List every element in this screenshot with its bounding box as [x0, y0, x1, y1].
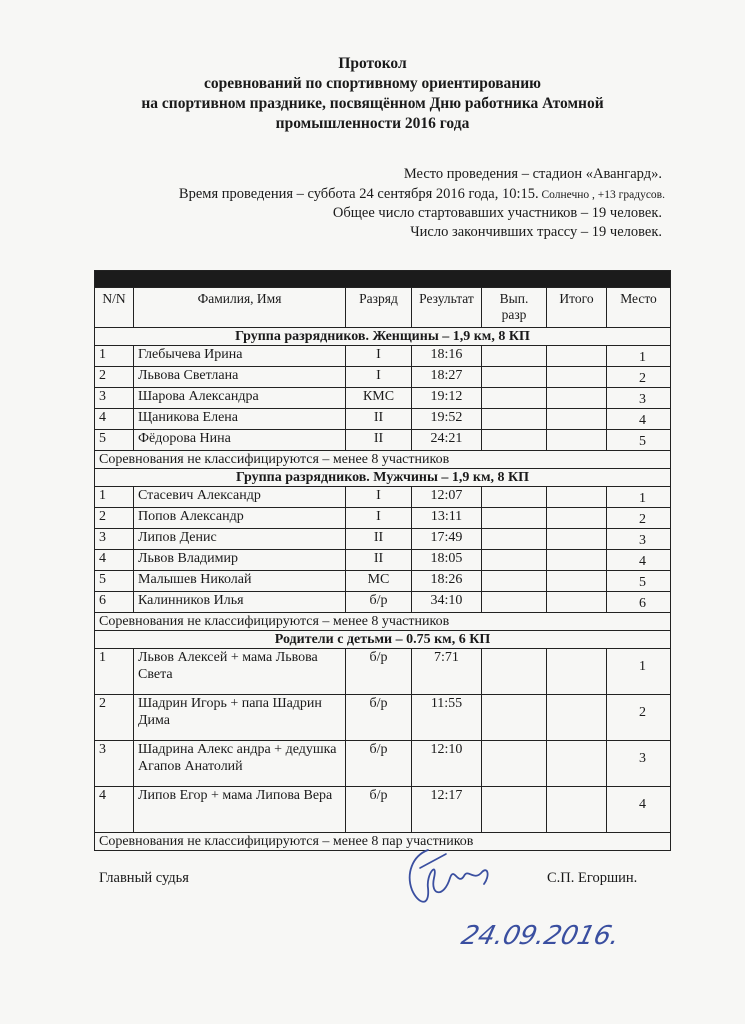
cell-qualify: [482, 388, 547, 409]
cell-rank: I: [346, 508, 412, 529]
classification-note: Соревнования не классифицируются – менее 8 участников: [95, 451, 671, 469]
judge-label: Главный судья: [99, 870, 189, 886]
time-line: [179, 186, 665, 203]
header-name: Фамилия, Имя: [134, 288, 346, 328]
cell-rank: МС: [346, 571, 412, 592]
cell-name: Львов Владимир: [134, 550, 346, 571]
cell-rank: б/р: [346, 649, 412, 695]
cell-rank: I: [346, 367, 412, 388]
place-line: Место проведения – стадион «Авангард».: [403, 166, 662, 182]
cell-name: Глебычева Ирина: [134, 346, 346, 367]
cell-result: 19:12: [412, 388, 482, 409]
cell-qualify: [482, 367, 547, 388]
cell-place: 2: [607, 508, 671, 529]
cell-name: Стасевич Александр: [134, 487, 346, 508]
cell-rank: б/р: [346, 741, 412, 787]
cell-total: [547, 430, 607, 451]
document-title: [0, 54, 745, 134]
cell-result: 18:27: [412, 367, 482, 388]
cell-num: 4: [95, 550, 134, 571]
cell-rank: II: [346, 409, 412, 430]
cell-name: Шадрина Алекс андра + дедушка Агапов Анатолий: [134, 741, 346, 787]
table-row: [95, 409, 671, 430]
cell-place: 1: [607, 487, 671, 508]
cell-place: 5: [607, 571, 671, 592]
cell-name: Липов Денис: [134, 529, 346, 550]
table-row: [95, 571, 671, 592]
starters-line: Общее число стартовавших участников – 19 человек.: [332, 205, 662, 221]
cell-rank: I: [346, 487, 412, 508]
cell-result: 7:71: [412, 649, 482, 695]
cell-name: Калинников Илья: [134, 592, 346, 613]
time-main: Время проведения – суббота 24 сентября 2016 года, 10:15.: [178, 186, 539, 202]
svg-text:24.09.2016.: 24.09.2016.: [458, 920, 623, 951]
cell-qualify: [482, 409, 547, 430]
cell-qualify: [482, 695, 547, 741]
table-row: [95, 367, 671, 388]
cell-place: 4: [607, 550, 671, 571]
group-header-row: [95, 631, 671, 649]
cell-rank: II: [346, 550, 412, 571]
note-row: [95, 613, 671, 631]
cell-qualify: [482, 787, 547, 833]
cell-num: 6: [95, 592, 134, 613]
cell-place: 1: [607, 346, 671, 367]
title-line: промышленности 2016 года: [275, 115, 470, 132]
table-row: [95, 787, 671, 833]
table-row: [95, 695, 671, 741]
finishers-line: Число закончивших трассу – 19 человек.: [410, 224, 662, 240]
cell-result: 11:55: [412, 695, 482, 741]
cell-place: 6: [607, 592, 671, 613]
cell-total: [547, 649, 607, 695]
cell-place: 3: [607, 741, 671, 787]
table-row: [95, 649, 671, 695]
handwritten-date: [456, 912, 623, 956]
cell-qualify: [482, 741, 547, 787]
cell-num: 4: [95, 409, 134, 430]
table-row: [95, 346, 671, 367]
cell-name: Липов Егор + мама Липова Вера: [134, 787, 346, 833]
cell-num: 5: [95, 430, 134, 451]
cell-qualify: [482, 346, 547, 367]
classification-note: Соревнования не классифицируются – менее 8 участников: [95, 613, 671, 631]
cell-num: 1: [95, 487, 134, 508]
cell-num: 3: [95, 529, 134, 550]
cell-num: 2: [95, 367, 134, 388]
cell-qualify: [482, 571, 547, 592]
cell-qualify: [482, 529, 547, 550]
cell-total: [547, 388, 607, 409]
note-row: [95, 833, 671, 851]
cell-place: 4: [607, 787, 671, 833]
table-row: [95, 388, 671, 409]
cell-place: 3: [607, 388, 671, 409]
header-result: Результат: [412, 288, 482, 328]
judge-name: С.П. Егоршин.: [547, 870, 638, 886]
cell-result: 12:10: [412, 741, 482, 787]
cell-name: Попов Александр: [134, 508, 346, 529]
cell-total: [547, 346, 607, 367]
cell-num: 3: [95, 388, 134, 409]
group-header-row: [95, 469, 671, 487]
header-qualify: Вып. разр: [482, 288, 547, 328]
cell-qualify: [482, 592, 547, 613]
cell-rank: б/р: [346, 787, 412, 833]
header-place: Место: [607, 288, 671, 328]
cell-total: [547, 571, 607, 592]
cell-name: Львова Светлана: [134, 367, 346, 388]
table-row: [95, 487, 671, 508]
cell-total: [547, 508, 607, 529]
group-title: Группа разрядников. Мужчины – 1,9 км, 8 КП: [95, 469, 671, 487]
header-total: Итого: [547, 288, 607, 328]
table-row: [95, 508, 671, 529]
cell-result: 19:52: [412, 409, 482, 430]
group-title: Группа разрядников. Женщины – 1,9 км, 8 КП: [95, 328, 671, 346]
table-top-bar: [95, 271, 671, 288]
weather-text: Солнечно , +13 градусов.: [538, 189, 665, 201]
cell-total: [547, 529, 607, 550]
cell-name: Щаникова Елена: [134, 409, 346, 430]
cell-rank: II: [346, 430, 412, 451]
cell-qualify: [482, 649, 547, 695]
table-row: [95, 529, 671, 550]
cell-name: Шадрин Игорь + папа Шадрин Дима: [134, 695, 346, 741]
cell-qualify: [482, 487, 547, 508]
group-title: Родители с детьми – 0.75 км, 6 КП: [95, 631, 671, 649]
cell-result: 12:07: [412, 487, 482, 508]
table-row: [95, 741, 671, 787]
cell-num: 1: [95, 346, 134, 367]
table-row: [95, 430, 671, 451]
signature: [398, 838, 498, 918]
cell-qualify: [482, 550, 547, 571]
cell-name: Фёдорова Нина: [134, 430, 346, 451]
cell-result: 17:49: [412, 529, 482, 550]
cell-qualify: [482, 508, 547, 529]
cell-num: 4: [95, 787, 134, 833]
title-line: Протокол: [338, 55, 407, 72]
cell-rank: б/р: [346, 695, 412, 741]
classification-note: Соревнования не классифицируются – менее 8 пар участников: [95, 833, 671, 851]
cell-num: 2: [95, 695, 134, 741]
cell-place: 1: [607, 649, 671, 695]
cell-result: 24:21: [412, 430, 482, 451]
cell-total: [547, 550, 607, 571]
table-row: [95, 592, 671, 613]
cell-place: 5: [607, 430, 671, 451]
cell-result: 18:26: [412, 571, 482, 592]
cell-total: [547, 787, 607, 833]
cell-place: 2: [607, 695, 671, 741]
cell-rank: б/р: [346, 592, 412, 613]
cell-num: 3: [95, 741, 134, 787]
cell-name: Малышев Николай: [134, 571, 346, 592]
cell-result: 12:17: [412, 787, 482, 833]
cell-num: 1: [95, 649, 134, 695]
cell-rank: II: [346, 529, 412, 550]
cell-total: [547, 592, 607, 613]
cell-name: Шарова Александра: [134, 388, 346, 409]
table-header-row: [95, 288, 671, 328]
cell-total: [547, 487, 607, 508]
cell-place: 4: [607, 409, 671, 430]
group-header-row: [95, 328, 671, 346]
cell-total: [547, 741, 607, 787]
cell-result: 18:05: [412, 550, 482, 571]
cell-place: 2: [607, 367, 671, 388]
cell-num: 5: [95, 571, 134, 592]
cell-num: 2: [95, 508, 134, 529]
cell-total: [547, 367, 607, 388]
table-row: [95, 550, 671, 571]
title-line: соревнований по спортивному ориентированию: [203, 75, 542, 92]
cell-rank: КМС: [346, 388, 412, 409]
cell-qualify: [482, 430, 547, 451]
header-num: N/N: [95, 288, 134, 328]
note-row: [95, 451, 671, 469]
cell-total: [547, 409, 607, 430]
cell-name: Львов Алексей + мама Львова Света: [134, 649, 346, 695]
results-table: [94, 270, 671, 851]
cell-total: [547, 695, 607, 741]
cell-result: 18:16: [412, 346, 482, 367]
cell-result: 34:10: [412, 592, 482, 613]
cell-rank: I: [346, 346, 412, 367]
cell-place: 3: [607, 529, 671, 550]
header-rank: Разряд: [346, 288, 412, 328]
title-line: на спортивном празднике, посвящённом Дню работника Атомной: [141, 95, 604, 112]
cell-result: 13:11: [412, 508, 482, 529]
